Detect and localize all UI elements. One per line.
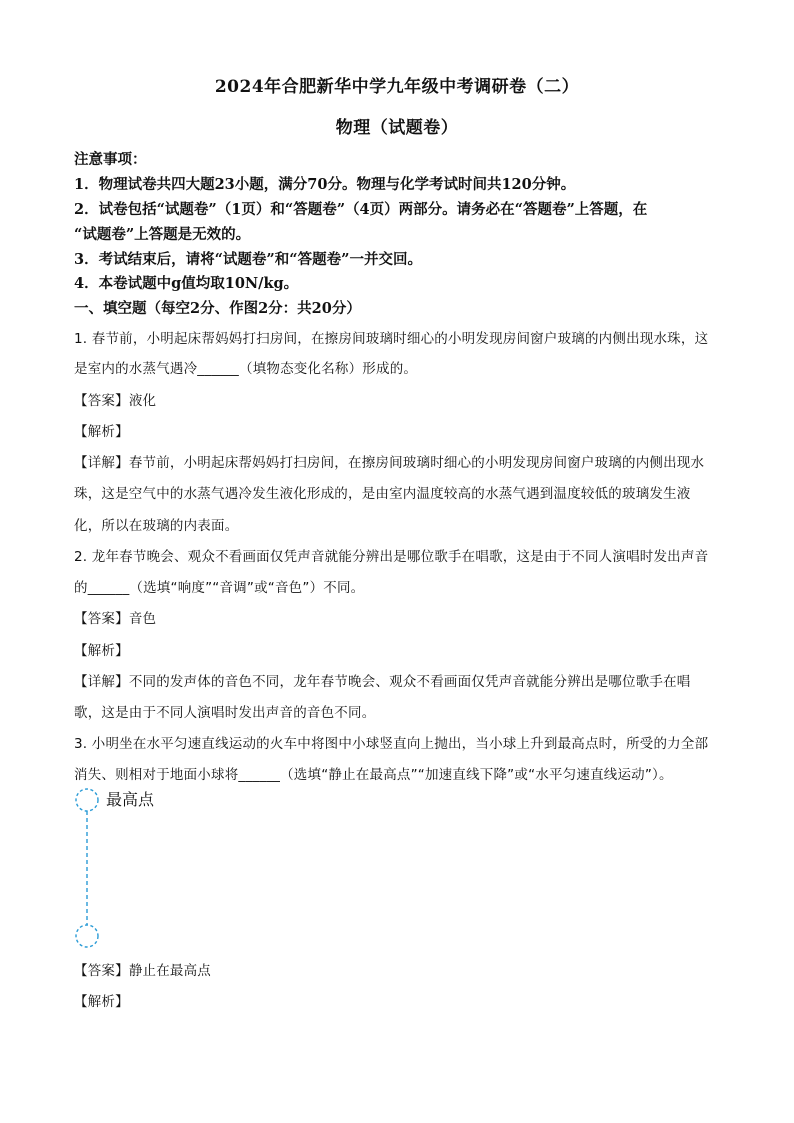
q2-detail-line-2: 歌，这是由于不同人演唱时发出声音的音色不同。 (74, 705, 376, 721)
q2-line-2: 的______（选填“响度”“音调”或“音色”）不同。 (74, 580, 365, 596)
q1-detail-text-1: 春节前，小明起床帮妈妈打扫房间，在擦房间玻璃时细心的小明发现房间窗户玻璃的内侧出现水 (128, 455, 705, 471)
q2-detail-text-1: 不同的发声体的音色不同，龙年春节晚会、观众不看画面仅凭声音就能分辨出是哪位歌手在唱 (128, 674, 691, 690)
ball-trajectory-figure (74, 787, 274, 952)
notice-item-1: 1．物理试卷共四大题23小题，满分70分。物理与化学考试时间共120分钟。 (74, 176, 576, 193)
notice-item-2-cont: “试题卷”上答题是无效的。 (74, 226, 251, 243)
q1-line-2: 是室内的水蒸气遇冷______（填物态变化名称）形成的。 (74, 361, 418, 377)
notice-item-4: 4．本卷试题中g值均取10N/kg。 (74, 275, 299, 292)
q3-analysis-tag: 【解析】 (74, 994, 129, 1010)
q2-answer-text: 音色 (128, 611, 157, 627)
notice-item-3: 3．考试结束后，请将“试题卷”和“答题卷”一并交回。 (74, 251, 422, 268)
q2-detail-line-1 (74, 670, 734, 690)
q3-line-1: 3. 小明坐在水平匀速直线运动的火车中将图中小球竖直向上抛出，当小球上升到最高点时，所受的力全部 (74, 736, 709, 752)
page-subtitle: 物理（试题卷） (335, 118, 459, 138)
q3-answer-text: 静止在最高点 (128, 963, 212, 979)
q1-line-1: 1. 春节前，小明起床帮妈妈打扫房间，在擦房间玻璃时细心的小明发现房间窗户玻璃的内侧出现水珠，这 (74, 331, 709, 347)
q2-analysis-tag: 【解析】 (74, 643, 129, 659)
highest-point-label: 最高点 (106, 790, 155, 809)
page-title: 2024年合肥新华中学九年级中考调研卷（二） (214, 77, 580, 97)
notice-heading: 注意事项： (74, 151, 147, 168)
detail-tag: 【详解】 (74, 455, 129, 471)
ball-bottom-circle (76, 925, 98, 947)
detail-tag: 【详解】 (74, 674, 129, 690)
answer-tag: 【答案】 (74, 963, 129, 979)
answer-tag: 【答案】 (74, 393, 129, 409)
ball-top-circle (76, 789, 98, 811)
answer-tag: 【答案】 (74, 611, 129, 627)
q2-answer (74, 607, 734, 627)
q3-answer (74, 959, 734, 979)
q2-line-1: 2. 龙年春节晚会、观众不看画面仅凭声音就能分辨出是哪位歌手在唱歌，这是由于不同人演唱时发出声音 (74, 549, 709, 565)
q1-analysis-tag: 【解析】 (74, 424, 129, 440)
notice-item-2: 2．试卷包括“试题卷”（1页）和“答题卷”（4页）两部分。请务必在“答题卷”上答题，在 (74, 201, 648, 218)
q1-answer (74, 389, 734, 409)
section-heading: 一、填空题（每空2分、作图2分：共20分） (74, 300, 361, 317)
q1-answer-text: 液化 (128, 393, 157, 409)
q1-detail-line-2: 珠，这是空气中的水蒸气遇冷发生液化形成的，是由室内温度较高的水蒸气遇到温度较低的玻璃发生液 (74, 486, 691, 502)
q1-detail-line-1 (74, 451, 734, 471)
q3-line-2: 消失、则相对于地面小球将______（选填“静止在最高点”“加速直线下降”或“水平匀速直线运动”）。 (74, 767, 673, 783)
q1-detail-line-3: 化，所以在玻璃的内表面。 (74, 518, 239, 534)
